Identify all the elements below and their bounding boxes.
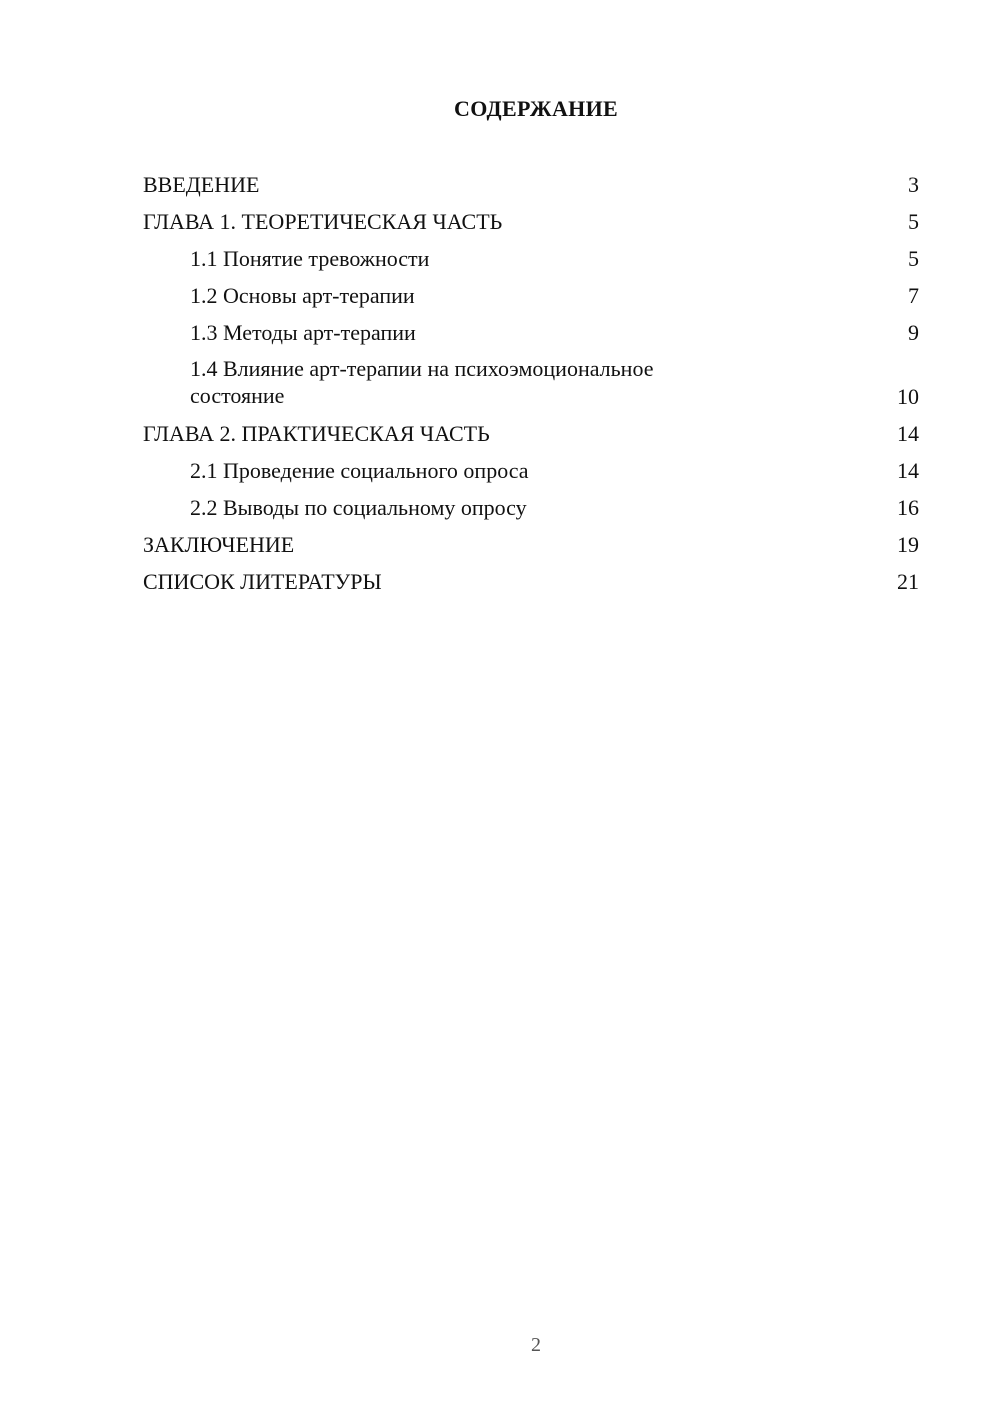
toc-heading: СОДЕРЖАНИЕ	[454, 96, 618, 121]
toc-entry-page: 3	[908, 172, 919, 197]
toc-entry-title: ВВЕДЕНИЕ	[143, 172, 260, 197]
toc-entry-section-1-3[interactable]	[143, 314, 919, 351]
toc-entry-title: 1.3 Методы арт-терапии	[190, 320, 416, 345]
toc-entry-title: 2.1 Проведение социального опроса	[190, 458, 529, 483]
toc-entry-page: 14	[897, 458, 919, 483]
toc-entry-page: 14	[897, 421, 919, 446]
toc-entry-introduction[interactable]	[143, 166, 919, 203]
toc-entry-bibliography[interactable]	[143, 563, 919, 600]
toc-entry-title: ГЛАВА 2. ПРАКТИЧЕСКАЯ ЧАСТЬ	[143, 421, 490, 446]
toc-entry-page: 10	[897, 384, 919, 409]
toc-entry-title: 1.4 Влияние арт-терапии на психоэмоциональное состояние	[190, 356, 654, 408]
toc-entry-page: 16	[897, 495, 919, 520]
toc-entry-chapter-2[interactable]	[143, 415, 919, 452]
toc-entry-title: ГЛАВА 1. ТЕОРЕТИЧЕСКАЯ ЧАСТЬ	[143, 209, 503, 234]
toc-entry-conclusion[interactable]	[143, 526, 919, 563]
toc-entry-section-2-2[interactable]	[143, 489, 919, 526]
toc-entry-title: СПИСОК ЛИТЕРАТУРЫ	[143, 569, 382, 594]
toc-entry-title: 2.2 Выводы по социальному опросу	[190, 495, 527, 520]
toc-entry-title: ЗАКЛЮЧЕНИЕ	[143, 532, 295, 557]
toc-entry-section-1-1[interactable]	[143, 240, 919, 277]
toc-entry-page: 5	[908, 209, 919, 234]
toc-entry-page: 5	[908, 246, 919, 271]
toc-entry-page: 21	[897, 569, 919, 594]
toc-entry-page: 7	[908, 283, 919, 308]
toc-entry-chapter-1[interactable]	[143, 203, 919, 240]
toc-entry-section-1-2[interactable]	[143, 277, 919, 314]
toc-entry-page: 19	[897, 532, 919, 557]
toc-entry-section-2-1[interactable]	[143, 452, 919, 489]
toc-entry-page: 9	[908, 320, 919, 345]
toc-entry-section-1-4[interactable]	[143, 351, 919, 415]
table-of-contents	[143, 166, 919, 600]
toc-entry-title: 1.2 Основы арт-терапии	[190, 283, 415, 308]
page-number: 2	[531, 1334, 541, 1356]
toc-entry-title: 1.1 Понятие тревожности	[190, 246, 430, 271]
